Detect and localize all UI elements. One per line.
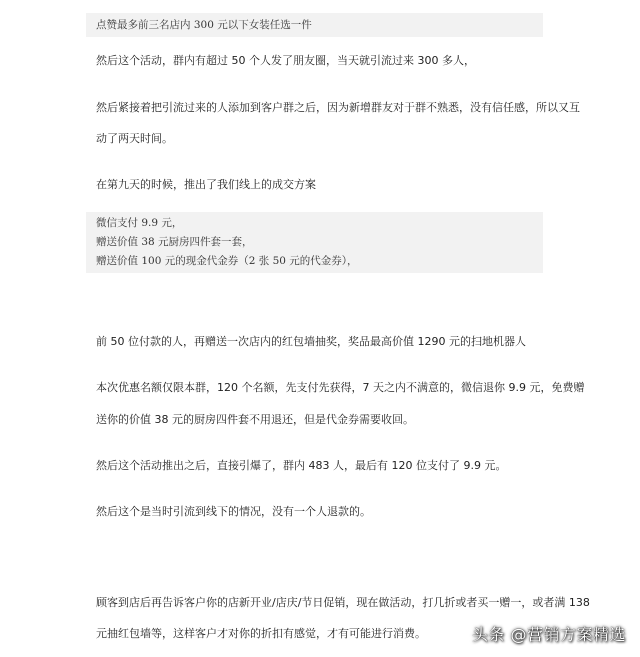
paragraph-group-line2: 动了两天时间。 — [96, 132, 173, 145]
quote-block-prize — [86, 13, 543, 37]
paragraph-offer-terms-line1: 本次优惠名额仅限本群，120 个名额，先支付先获得，7 天之内不满意的，微信退你 9.9 元，免费赠 — [96, 381, 585, 394]
paragraph-store-line1: 顾客到店后再告诉客户你的店新开业/店庆/节日促销，现在做活动，打几折或者买一赠一，或者满 138 — [96, 596, 590, 609]
paragraph-group-line1: 然后紧接着把引流过来的人添加到客户群之后，因为新增群友对于群不熟悉，没有信任感，所以又互 — [96, 101, 580, 114]
offer-line-2: 赠送价值 38 元厨房四件套一套， — [96, 236, 253, 248]
quote-block-offer — [86, 212, 543, 273]
paragraph-store-line2: 元抽红包墙等，这样客户才对你的折扣有感觉，才有可能进行消费。 — [96, 627, 426, 640]
paragraph-no-refund: 然后这个是当时引流到线下的情况，没有一个人退款的。 — [96, 505, 371, 518]
paragraph-offer-terms-line2: 送你的价值 38 元的厨房四件套不用退还，但是代金券需要收回。 — [96, 413, 414, 426]
paragraph-moments: 然后这个活动，群内有超过 50 个人发了朋友圈，当天就引流过来 300 多人， — [96, 54, 475, 67]
watermark: 头条 @营销方案精选 — [471, 625, 626, 644]
offer-line-1: 微信支付 9.9 元， — [96, 217, 183, 229]
offer-line-3: 赠送价值 100 元的现金代金券（2 张 50 元的代金券）， — [96, 255, 358, 267]
quote-text: 点赞最多前三名店内 300 元以下女装任选一件 — [96, 19, 312, 31]
paragraph-day-nine: 在第九天的时候，推出了我们线上的成交方案 — [96, 178, 316, 191]
paragraph-first-fifty: 前 50 位付款的人，再赠送一次店内的红包墙抽奖，奖品最高价值 1290 元的扫地机器人 — [96, 335, 526, 348]
paragraph-result: 然后这个活动推出之后，直接引爆了，群内 483 人，最后有 120 位支付了 9.9 元。 — [96, 459, 507, 472]
